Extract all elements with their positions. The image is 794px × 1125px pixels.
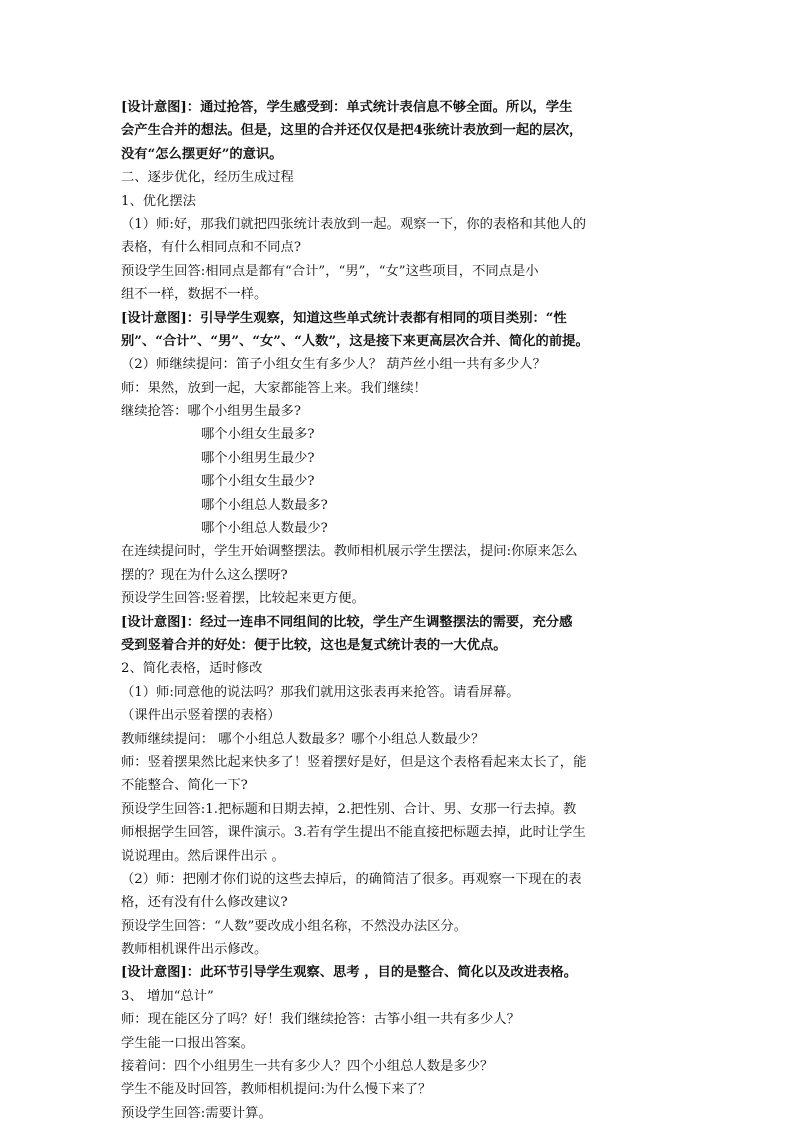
- text-line: 1、优化摆法: [121, 193, 196, 209]
- text-line: 教师相机课件出示修改。: [121, 942, 268, 958]
- text-line: 师：现在能区分了吗？好！我们继续抢答：古筝小组一共有多少人？: [121, 1012, 520, 1028]
- text-line: 表格，有什么相同点和不同点?: [121, 240, 301, 256]
- text-line: 二、逐步优化，经历生成过程: [121, 170, 294, 186]
- text-line: 师根据学生回答，课件演示。3.若有学生提出不能直接把标题去掉，此时让学生: [121, 825, 586, 841]
- text-line: 预设学生回答：“人数”要改成小组名称，不然没办法区分。: [121, 918, 468, 934]
- design-intent-paragraph-line: [设计意图]：此环节引导学生观察、思考 ，目的是整合、简化以及改进表格。: [121, 965, 578, 981]
- text-line: 教师继续提问： 哪个小组总人数最多？哪个小组总人数最少？: [121, 731, 485, 747]
- text-line: 不能整合、简化一下?: [121, 778, 248, 794]
- text-line: 组不一样，数据不一样。: [121, 287, 268, 303]
- design-intent-paragraph-line: [设计意图]：引导学生观察，知道这些单式统计表都有相同的项目类别：“性: [121, 310, 567, 326]
- text-line: 2、简化表格，适时修改: [121, 661, 263, 677]
- text-line: 接着问：四个小组男生一共有多少人？四个小组总人数是多少？: [121, 1059, 494, 1075]
- design-intent-paragraph-line: 别”、“合计”、“男”、“女”、“人数”，这是接下来更高层次合并、简化的前提。: [121, 333, 589, 349]
- text-line: 预设学生回答:相同点是都有“合计”，“男”，“女”这些项目，不同点是小: [121, 263, 539, 279]
- text-line: 说说理由。然后课件出示 。: [121, 848, 285, 864]
- text-line: 摆的？现在为什么这么摆呀?: [121, 567, 288, 583]
- design-intent-paragraph-line: 会产生合并的想法。但是，这里的合并还仅仅是把4张统计表放到一起的层次，: [121, 123, 583, 139]
- text-line: 师：竖着摆果然比起来快多了！竖着摆好是好，但是这个表格看起来太长了，能: [121, 754, 587, 770]
- text-line: 格，还有没有什么修改建议?: [121, 895, 288, 911]
- text-line: （2）师：把刚才你们说的这些去掉后，的确简洁了很多。再观察一下现在的表: [121, 871, 582, 887]
- text-line: 预设学生回答:1.把标题和日期去掉，2.把性别、合计、男、女那一行去掉。教: [121, 801, 577, 817]
- text-line: （1）师:好，那我们就把四张统计表放到一起。观察一下，你的表格和其他人的: [121, 216, 587, 232]
- text-line: 哪个小组总人数最少?: [201, 521, 328, 537]
- design-intent-paragraph-line: 受到竖着合并的好处：便于比较，这也是复式统计表的一大优点。: [121, 637, 507, 653]
- text-line: 继续抢答：哪个小组男生最多?: [121, 404, 301, 420]
- text-line: 学生能一口报出答案。: [121, 1035, 254, 1051]
- text-line: 学生不能及时回答，教师相机提问:为什么慢下来了？: [121, 1082, 432, 1098]
- document-body: [121, 96, 681, 1125]
- text-line: 在连续提问时，学生开始调整摆法。教师相机展示学生摆法，提问:你原来怎么: [121, 544, 578, 560]
- text-line: （课件出示竖着摆的表格）: [121, 708, 281, 724]
- text-line: 哪个小组男生最少?: [201, 450, 315, 466]
- text-line: 预设学生回答:竖着摆，比较起来更方便。: [121, 591, 365, 607]
- text-line: （2）师继续提问：笛子小组女生有多少人？ 葫芦丝小组一共有多少人？: [121, 357, 546, 373]
- text-line: 哪个小组总人数最多?: [201, 497, 328, 513]
- design-intent-paragraph-line: 没有“怎么摆更好”的意识。: [121, 146, 283, 162]
- text-line: 预设学生回答:需要计算。: [121, 1105, 272, 1121]
- text-line: 师：果然，放到一起，大家都能答上来。我们继续！: [121, 380, 427, 396]
- text-line: 3、 增加“总计”: [121, 988, 214, 1004]
- design-intent-paragraph-line: [设计意图]：通过抢答，学生感受到：单式统计表信息不够全面。所以，学生: [121, 100, 573, 115]
- text-line: 哪个小组女生最多?: [201, 427, 315, 443]
- text-line: 哪个小组女生最少?: [201, 474, 315, 490]
- text-line: （1）师:同意他的说法吗？那我们就用这张表再来抢答。请看屏幕。: [121, 684, 520, 700]
- design-intent-paragraph-line: [设计意图]：经过一连串不同组间的比较，学生产生调整摆法的需要，充分感: [121, 614, 573, 630]
